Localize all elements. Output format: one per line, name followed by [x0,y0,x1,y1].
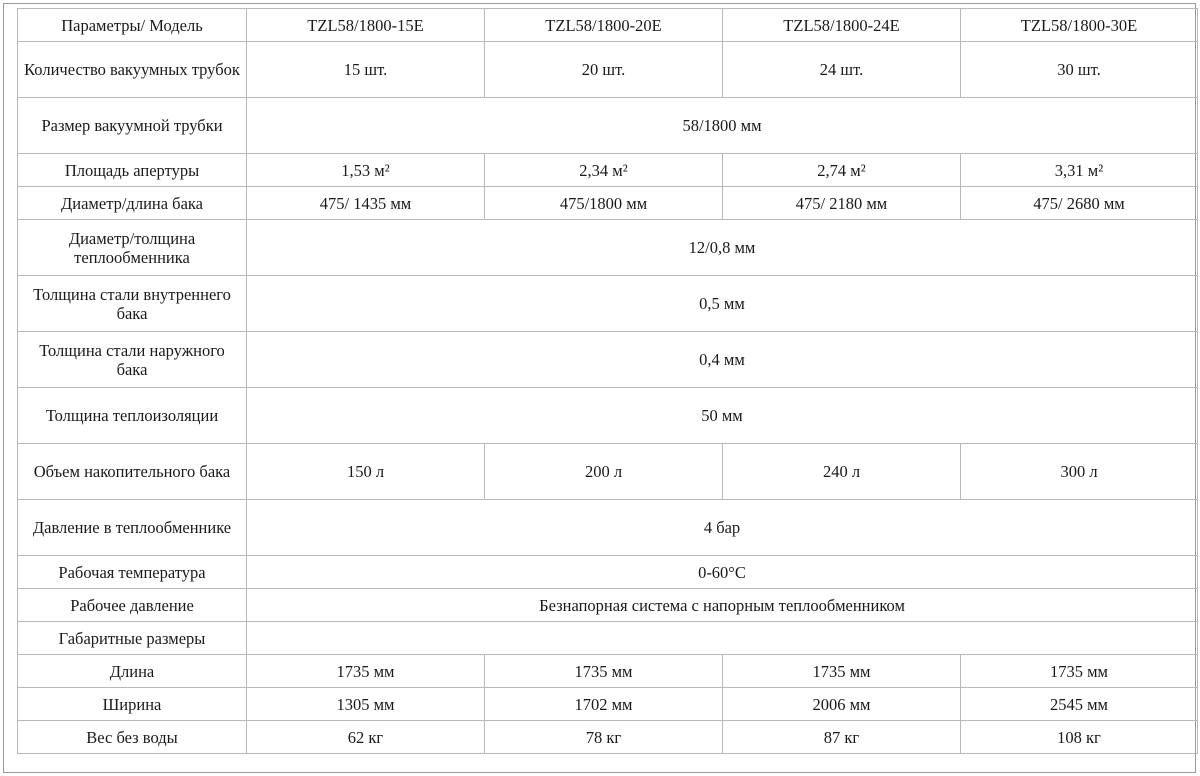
header-model-cell: TZL58/1800-15E [247,9,485,42]
merged-value-cell: 0-60°C [247,556,1198,589]
value-cell: 15 шт. [247,42,485,98]
value-cell: 2,74 м² [723,154,961,187]
value-cell: 150 л [247,444,485,500]
merged-value-cell: 58/1800 мм [247,98,1198,154]
table-row [18,332,1198,388]
row-label-cell: Рабочая температура [18,556,247,589]
merged-value-cell: Безнапорная система с напорным теплообменником [247,589,1198,622]
value-cell: 1,53 м² [247,154,485,187]
specifications-table [17,8,1198,754]
value-cell: 30 шт. [961,42,1198,98]
value-cell: 475/ 2180 мм [723,187,961,220]
row-label-cell: Габаритные размеры [18,622,247,655]
merged-value-cell: 0,4 мм [247,332,1198,388]
value-cell: 24 шт. [723,42,961,98]
row-label-cell: Диаметр/толщина теплообменника [18,220,247,276]
value-cell: 475/ 2680 мм [961,187,1198,220]
value-cell: 1735 мм [961,655,1198,688]
table-row [18,388,1198,444]
row-label-cell: Толщина стали наружного бака [18,332,247,388]
merged-value-cell: 4 бар [247,500,1198,556]
row-label-cell: Диаметр/длина бака [18,187,247,220]
table-header-row [18,9,1198,42]
value-cell: 78 кг [485,721,723,754]
table-row [18,500,1198,556]
value-cell: 200 л [485,444,723,500]
table-row [18,42,1198,98]
row-label-cell: Толщина стали внутреннего бака [18,276,247,332]
value-cell: 300 л [961,444,1198,500]
row-label-cell: Размер вакуумной трубки [18,98,247,154]
header-model-cell: TZL58/1800-30E [961,9,1198,42]
table-row [18,688,1198,721]
merged-value-cell: 0,5 мм [247,276,1198,332]
merged-value-cell: 12/0,8 мм [247,220,1198,276]
table-row [18,187,1198,220]
table-row [18,276,1198,332]
merged-value-cell [247,622,1198,655]
row-label-cell: Вес без воды [18,721,247,754]
table-row [18,556,1198,589]
table-row [18,220,1198,276]
table-row [18,154,1198,187]
table-row [18,622,1198,655]
table-row [18,98,1198,154]
value-cell: 2006 мм [723,688,961,721]
header-model-cell: TZL58/1800-20E [485,9,723,42]
row-label-cell: Количество вакуумных трубок [18,42,247,98]
value-cell: 1735 мм [485,655,723,688]
header-param-cell: Параметры/ Модель [18,9,247,42]
value-cell: 475/ 1435 мм [247,187,485,220]
table-row [18,589,1198,622]
value-cell: 20 шт. [485,42,723,98]
value-cell: 2545 мм [961,688,1198,721]
value-cell: 1735 мм [247,655,485,688]
value-cell: 2,34 м² [485,154,723,187]
row-label-cell: Ширина [18,688,247,721]
header-model-cell: TZL58/1800-24E [723,9,961,42]
row-label-cell: Толщина теплоизоляции [18,388,247,444]
value-cell: 108 кг [961,721,1198,754]
value-cell: 1702 мм [485,688,723,721]
value-cell: 475/1800 мм [485,187,723,220]
merged-value-cell: 50 мм [247,388,1198,444]
value-cell: 1735 мм [723,655,961,688]
row-label-cell: Рабочее давление [18,589,247,622]
value-cell: 1305 мм [247,688,485,721]
value-cell: 62 кг [247,721,485,754]
row-label-cell: Длина [18,655,247,688]
value-cell: 87 кг [723,721,961,754]
value-cell: 240 л [723,444,961,500]
table-row [18,444,1198,500]
table-row [18,721,1198,754]
row-label-cell: Объем накопительного бака [18,444,247,500]
table-row [18,655,1198,688]
document-page [3,3,1196,773]
row-label-cell: Площадь апертуры [18,154,247,187]
row-label-cell: Давление в теплообменнике [18,500,247,556]
value-cell: 3,31 м² [961,154,1198,187]
